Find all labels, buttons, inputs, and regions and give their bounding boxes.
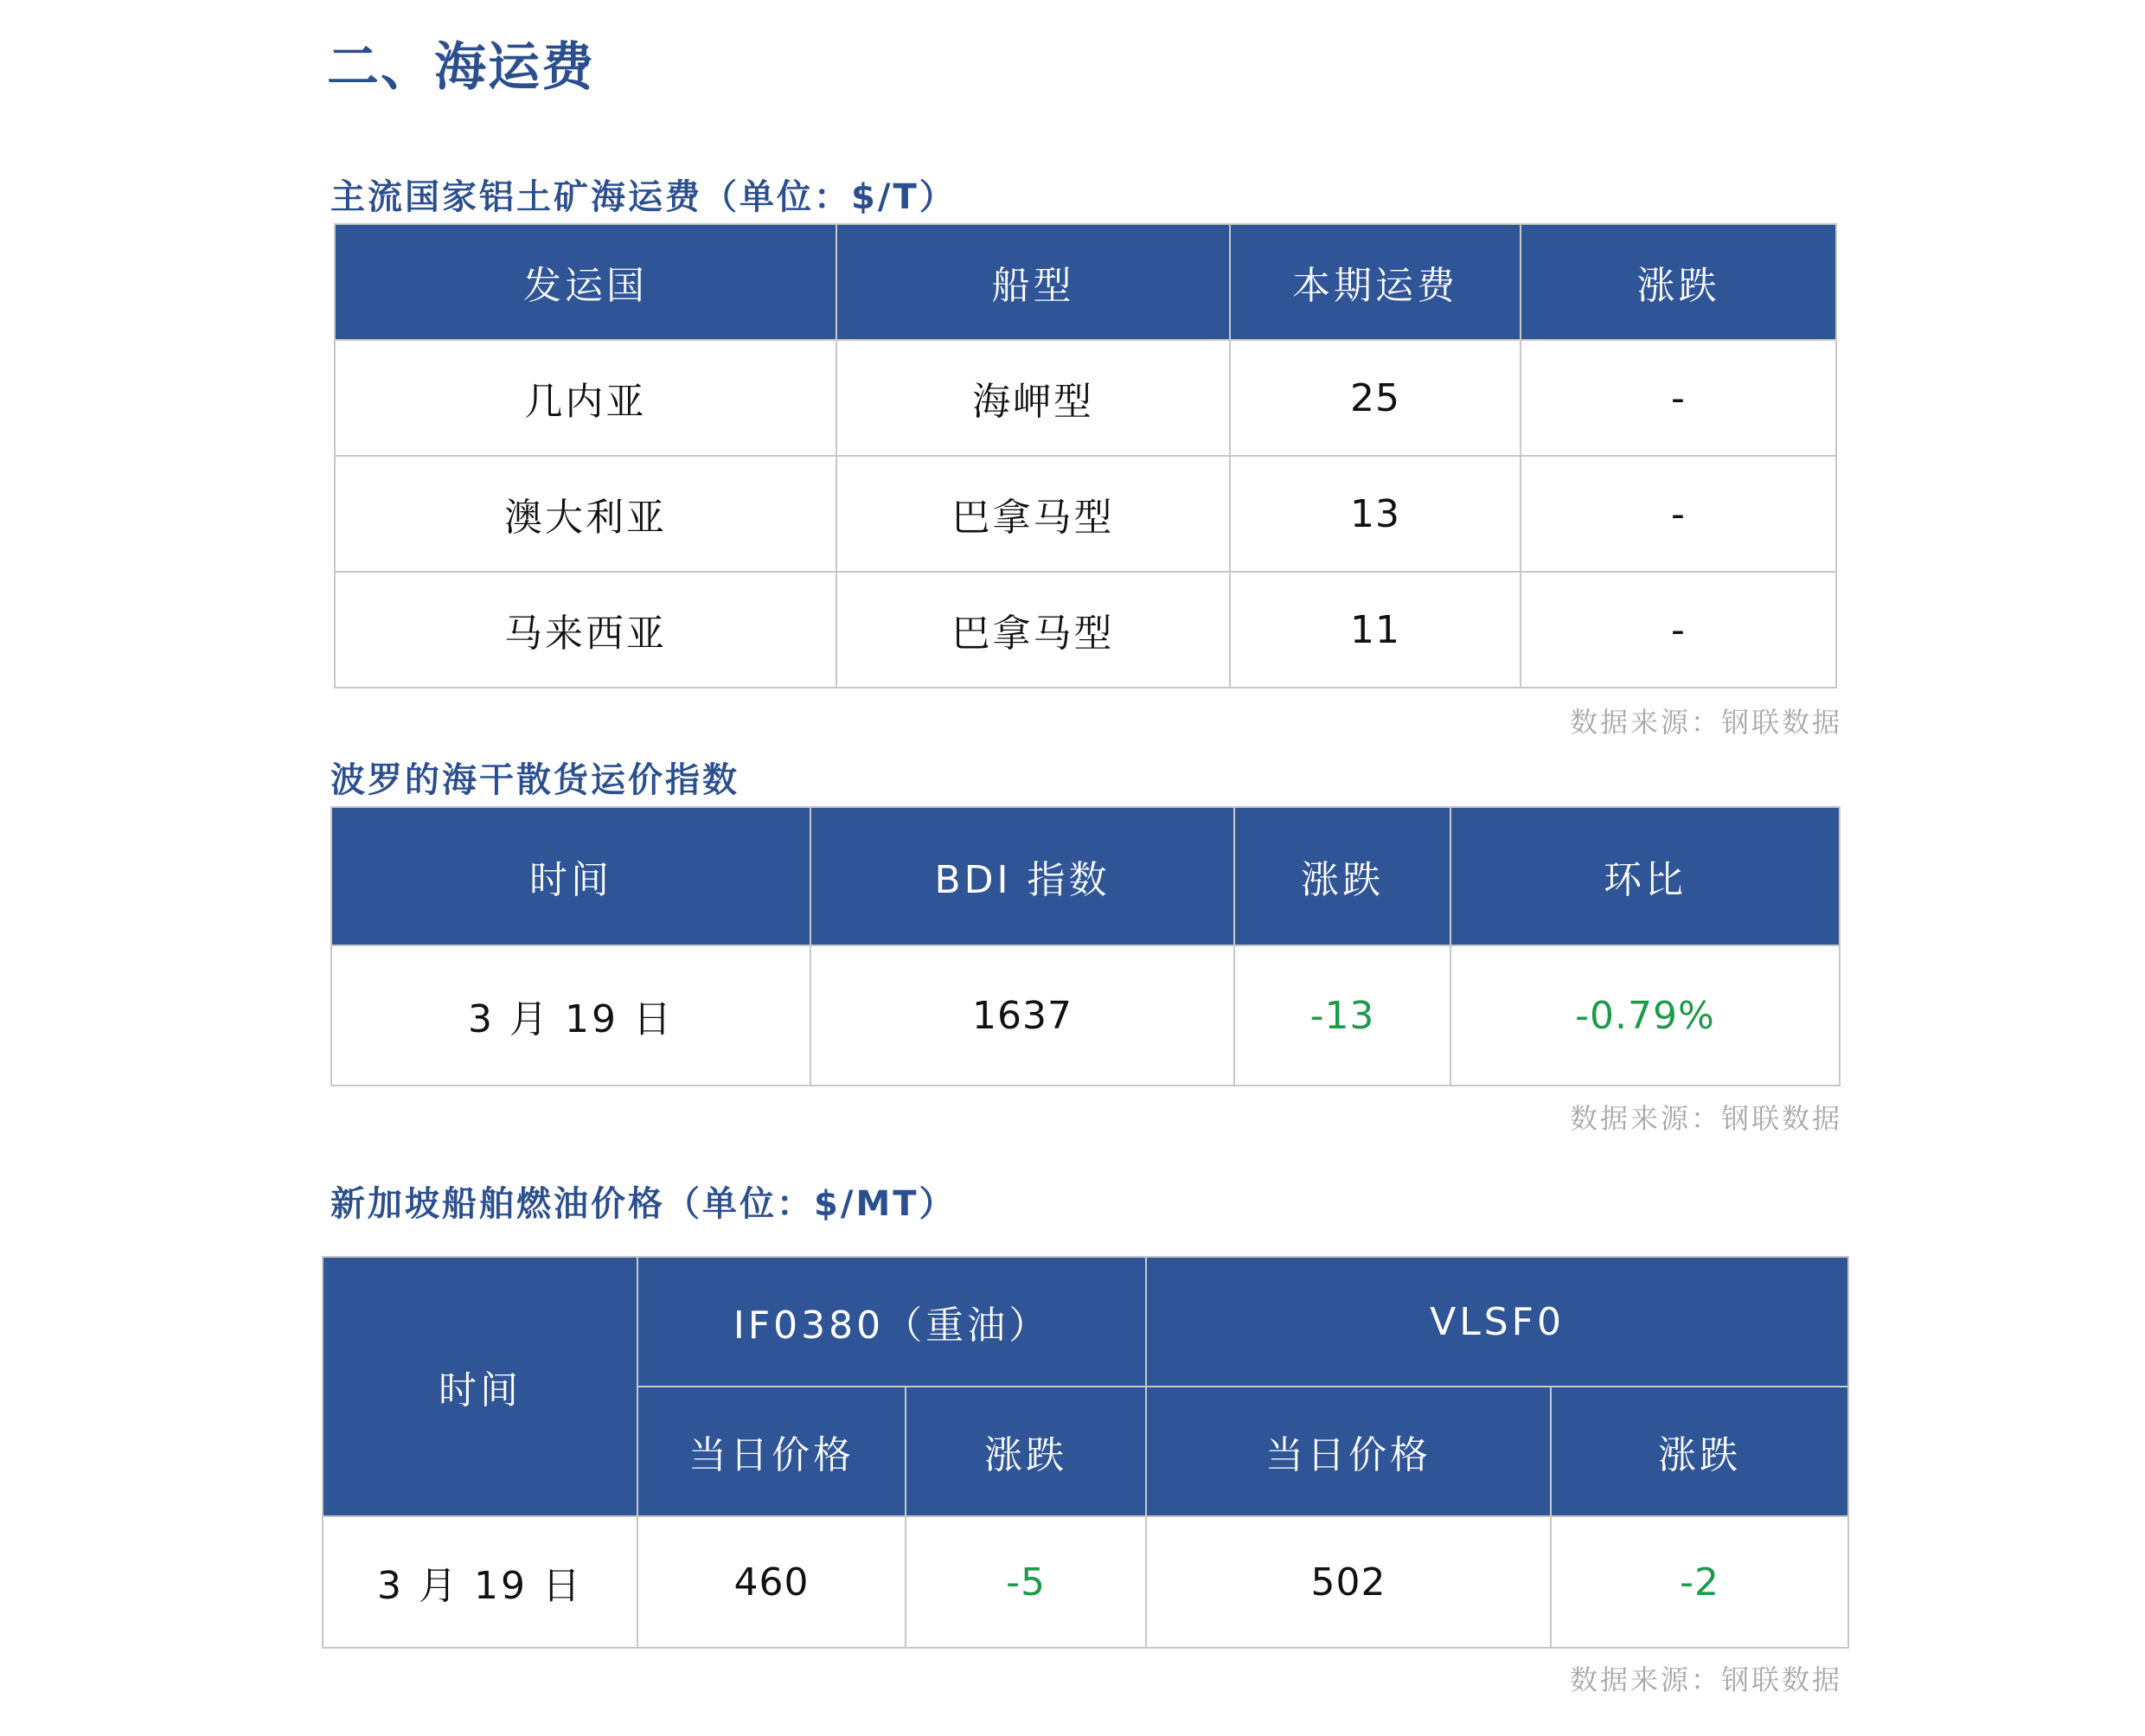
header-vl-price: 当日价格 <box>1146 1387 1551 1516</box>
cell-country: 几内亚 <box>335 340 836 456</box>
cell-ratio: -0.79% <box>1450 945 1840 1086</box>
cell-country: 澳大利亚 <box>335 456 836 572</box>
header-ratio: 环比 <box>1450 807 1840 945</box>
header-time: 时间 <box>323 1257 637 1516</box>
cell-if-price: 460 <box>637 1516 906 1648</box>
freight-header-row <box>335 224 1836 340</box>
header-if-change: 涨跌 <box>906 1387 1146 1516</box>
header-change: 涨跌 <box>1234 807 1450 945</box>
cell-change: - <box>1521 456 1836 572</box>
section-title: 二、海运费 <box>327 37 595 98</box>
header-vl-change: 涨跌 <box>1551 1387 1848 1516</box>
bdi-source: 数据来源：钢联数据 <box>1569 1102 1842 1135</box>
header-change: 涨跌 <box>1521 224 1836 340</box>
cell-vl-change: -2 <box>1551 1516 1848 1648</box>
cell-change: - <box>1521 340 1836 456</box>
header-bdi-index: BDI 指数 <box>810 807 1234 945</box>
table-row <box>335 456 1836 572</box>
cell-fee: 13 <box>1230 456 1521 572</box>
table-row <box>331 945 1840 1086</box>
fuel-source: 数据来源：钢联数据 <box>1569 1663 1842 1696</box>
fuel-group-header-row <box>323 1257 1848 1387</box>
freight-table <box>334 223 1837 689</box>
table-row <box>335 340 1836 456</box>
table-row <box>335 572 1836 688</box>
cell-country: 马来西亚 <box>335 572 836 688</box>
fuel-table <box>322 1256 1849 1649</box>
cell-bdi-value: 1637 <box>810 945 1234 1086</box>
fuel-table-title: 新加坡船舶燃油价格（单位：$/MT） <box>330 1184 957 1224</box>
header-if0380: IF0380（重油） <box>637 1257 1146 1387</box>
table-row <box>323 1516 1848 1648</box>
header-if-price: 当日价格 <box>637 1387 906 1516</box>
bdi-header-row <box>331 807 1840 945</box>
cell-date: 3 月 19 日 <box>323 1516 637 1648</box>
cell-if-change: -5 <box>906 1516 1146 1648</box>
header-time: 时间 <box>331 807 810 945</box>
bdi-table <box>330 806 1841 1086</box>
freight-table-title: 主流国家铝土矿海运费（单位：$/T） <box>330 177 957 217</box>
cell-vl-price: 502 <box>1146 1516 1551 1648</box>
cell-ship-type: 巴拿马型 <box>836 572 1230 688</box>
cell-change: -13 <box>1234 945 1450 1086</box>
cell-fee: 25 <box>1230 340 1521 456</box>
cell-fee: 11 <box>1230 572 1521 688</box>
bdi-table-title: 波罗的海干散货运价指数 <box>330 760 740 800</box>
header-ship-type: 船型 <box>836 224 1230 340</box>
cell-change: - <box>1521 572 1836 688</box>
header-fee: 本期运费 <box>1230 224 1521 340</box>
cell-ship-type: 巴拿马型 <box>836 456 1230 572</box>
cell-date: 3 月 19 日 <box>331 945 810 1086</box>
header-country: 发运国 <box>335 224 836 340</box>
cell-ship-type: 海岬型 <box>836 340 1230 456</box>
freight-source: 数据来源：钢联数据 <box>1569 706 1842 739</box>
header-vlsfo: VLSF0 <box>1146 1257 1848 1387</box>
